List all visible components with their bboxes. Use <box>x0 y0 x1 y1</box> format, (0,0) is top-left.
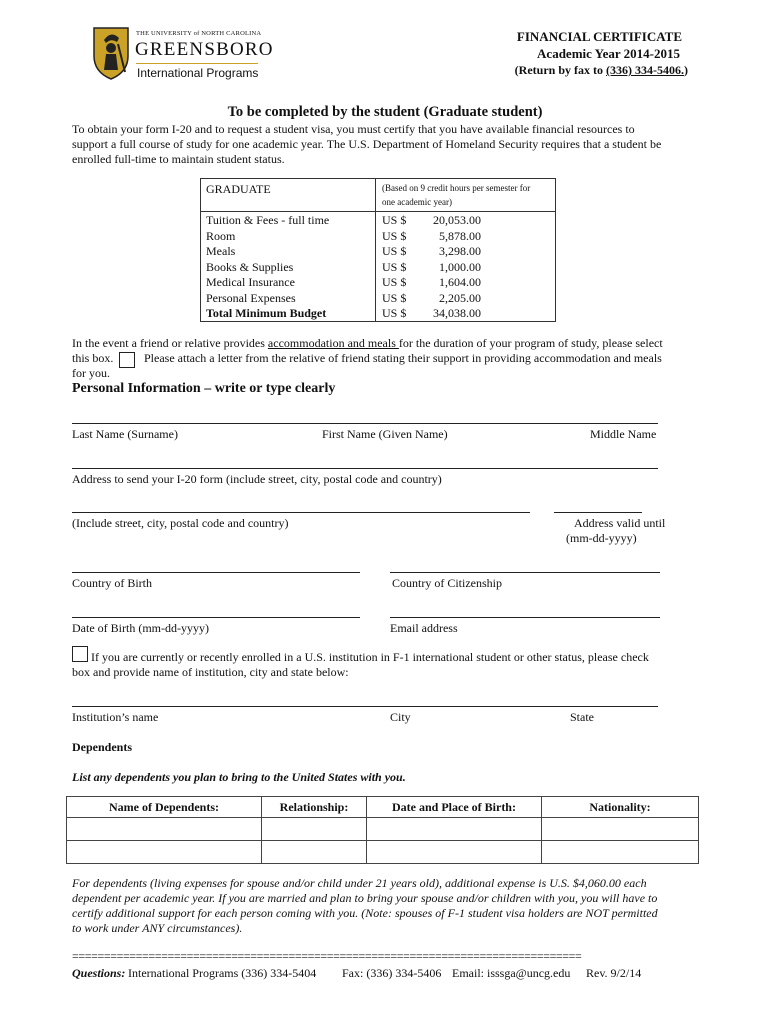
budget-table <box>200 178 556 322</box>
email-label: Email address <box>390 621 458 635</box>
enrolled-paragraph <box>72 650 702 680</box>
intro-line: To obtain your form I-20 and to request a student visa, you must certify that you have available financial resources to <box>72 122 635 136</box>
budget-total-amount: 34,038.00 <box>433 306 481 320</box>
dependents-note-line: certify additional support for each person coming with you. (Note: spouses of F-1 student visa holders are NOT permitted <box>72 906 658 920</box>
address-label: Address to send your I-20 form (include street, city, postal code and country) <box>72 472 442 486</box>
budget-currency: US $ <box>382 259 407 274</box>
dependents-column-nationality: Nationality: <box>542 797 699 818</box>
budget-amount: 5,878.00 <box>439 228 481 243</box>
budget-header-right-1: (Based on 9 credit hours per semester for <box>382 183 531 193</box>
name-input-line[interactable] <box>72 423 658 424</box>
country-citizenship-label: Country of Citizenship <box>392 576 502 590</box>
footer-phone: International Programs (336) 334-5404 <box>128 966 317 980</box>
budget-row <box>201 291 555 307</box>
budget-header-right-2: one academic year) <box>382 197 452 207</box>
logo-department: International Programs <box>137 66 259 80</box>
budget-currency: US $ <box>382 228 407 243</box>
intro-line: enrolled full-time to maintain student status. <box>72 152 285 166</box>
dob-label: Date of Birth (mm-dd-yyyy) <box>72 621 209 635</box>
budget-label: Tuition & Fees - full time <box>206 213 330 227</box>
budget-header-divider <box>201 211 555 212</box>
dependents-note-line: to work under ANY circumstances). <box>72 921 243 935</box>
budget-amount: 20,053.00 <box>433 213 481 227</box>
first-name-label: First Name (Given Name) <box>322 427 448 441</box>
budget-currency: US $ <box>382 290 407 305</box>
dependent-birth-cell[interactable] <box>367 818 542 841</box>
footer-email: Email: isssga@uncg.edu <box>452 966 571 980</box>
budget-label: Room <box>206 228 236 243</box>
dependent-name-cell[interactable] <box>67 841 262 864</box>
accommodation-checkbox[interactable] <box>119 352 135 368</box>
budget-label: Meals <box>206 244 236 258</box>
budget-currency: US $ <box>382 244 407 258</box>
footer-fax: Fax: (336) 334-5406 <box>342 966 442 980</box>
accommodation-paragraph <box>72 336 702 381</box>
institution-label: Institution’s name <box>72 710 159 724</box>
email-input-line[interactable] <box>390 617 660 618</box>
country-citizenship-input-line[interactable] <box>390 572 660 573</box>
accommodation-text: Please attach a letter from the relative of friend stating their support in providing accommodation and meals <box>144 351 662 365</box>
budget-amount: 3,298.00 <box>439 244 481 258</box>
accommodation-line-1 <box>72 336 702 351</box>
dependents-note-line: dependent per academic year. If you are married and plan to bring your spouse and/or children with you, you will have to <box>72 891 658 905</box>
footer <box>72 966 692 982</box>
address-valid-until-input-line[interactable] <box>554 512 642 513</box>
budget-amount: 1,000.00 <box>439 259 481 274</box>
dependents-note-line: For dependents (living expenses for spouse and/or child under 21 years old), additional expense is U.S. $4,060.00 each <box>72 876 647 890</box>
address-valid-label: Address valid until <box>574 516 666 530</box>
intro-paragraph <box>72 122 712 167</box>
fax-number: (336) 334-5406. <box>606 63 684 77</box>
institution-input-line[interactable] <box>72 706 658 707</box>
budget-row <box>201 229 555 245</box>
address-continued-input-line[interactable] <box>72 512 530 513</box>
budget-header-left: GRADUATE <box>206 182 271 196</box>
dependents-heading: Dependents <box>72 740 133 754</box>
personal-info-heading: Personal Information – write or type clearly <box>72 381 336 396</box>
accommodation-text: this box. <box>72 351 114 365</box>
return-fax-note <box>515 63 688 78</box>
country-birth-input-line[interactable] <box>72 572 360 573</box>
table-row <box>67 818 699 841</box>
dependents-column-name: Name of Dependents: <box>67 797 262 818</box>
logo-divider <box>136 63 258 64</box>
budget-total-row <box>201 306 555 322</box>
questions-label: Questions: <box>72 966 126 980</box>
last-name-label: Last Name (Surname) <box>72 427 178 441</box>
budget-row <box>201 275 555 291</box>
dependent-nationality-cell[interactable] <box>542 841 699 864</box>
form-title: FINANCIAL CERTIFICATE <box>516 29 682 44</box>
address-hint-label: (Include street, city, postal code and country) <box>72 516 289 530</box>
table-row <box>67 841 699 864</box>
accommodation-text: In the event a friend or relative provides <box>72 336 268 350</box>
logo-campus: GREENSBORO <box>135 39 274 60</box>
logo-university-line: THE UNIVERSITY of NORTH CAROLINA <box>136 30 262 37</box>
accommodation-text: for you. <box>72 366 110 380</box>
footer-separator: ================================================================================ <box>72 950 582 962</box>
dependents-note <box>72 876 712 936</box>
dependent-name-cell[interactable] <box>67 818 262 841</box>
dependent-relationship-cell[interactable] <box>262 841 367 864</box>
enrolled-text: box and provide name of institution, city and state below: <box>72 665 349 679</box>
budget-label: Books & Supplies <box>206 259 294 274</box>
dependent-nationality-cell[interactable] <box>542 818 699 841</box>
dependent-relationship-cell[interactable] <box>262 818 367 841</box>
budget-row <box>201 260 555 276</box>
fax-prefix: (Return by fax to <box>514 63 606 77</box>
budget-amount: 1,604.00 <box>439 275 481 289</box>
fax-suffix: ) <box>684 63 688 77</box>
budget-row <box>201 213 555 229</box>
budget-total-label: Total Minimum Budget <box>206 306 327 320</box>
section-heading: To be completed by the student (Graduate student) <box>227 104 543 120</box>
footer-revision: Rev. 9/2/14 <box>586 966 642 980</box>
dependent-birth-cell[interactable] <box>367 841 542 864</box>
address-valid-format: (mm-dd-yyyy) <box>566 531 637 545</box>
budget-label: Medical Insurance <box>206 275 295 289</box>
accommodation-line-2 <box>72 351 702 366</box>
dependents-column-relationship: Relationship: <box>262 797 367 818</box>
dependents-header-row <box>67 797 699 818</box>
spartan-shield-icon <box>92 26 130 80</box>
middle-name-label: Middle Name <box>590 427 657 441</box>
country-birth-label: Country of Birth <box>72 576 152 590</box>
city-label: City <box>390 710 411 724</box>
budget-currency: US $ <box>382 275 407 289</box>
budget-row <box>201 244 555 260</box>
accommodation-underlined: accommodation and meals <box>267 336 399 350</box>
enrolled-text: If you are currently or recently enrolled in a U.S. institution in F-1 international student or other status, please check <box>91 650 649 664</box>
dob-input-line[interactable] <box>72 617 360 618</box>
budget-amount: 2,205.00 <box>439 290 481 305</box>
state-label: State <box>570 710 594 724</box>
budget-currency: US $ <box>382 213 407 227</box>
university-logo <box>92 26 274 82</box>
budget-currency: US $ <box>382 306 407 320</box>
dependents-column-birth: Date and Place of Birth: <box>367 797 542 818</box>
address-input-line[interactable] <box>72 468 658 469</box>
intro-line: support a full course of study for one academic year. The U.S. Department of Homeland Security requires that a student be <box>72 137 662 151</box>
dependents-instruction: List any dependents you plan to bring to the United States with you. <box>72 770 406 784</box>
academic-year: Academic Year 2014-2015 <box>537 46 680 61</box>
accommodation-text: for the duration of your program of study, please select <box>398 336 663 350</box>
budget-label: Personal Expenses <box>206 290 296 305</box>
dependents-table <box>66 796 699 864</box>
